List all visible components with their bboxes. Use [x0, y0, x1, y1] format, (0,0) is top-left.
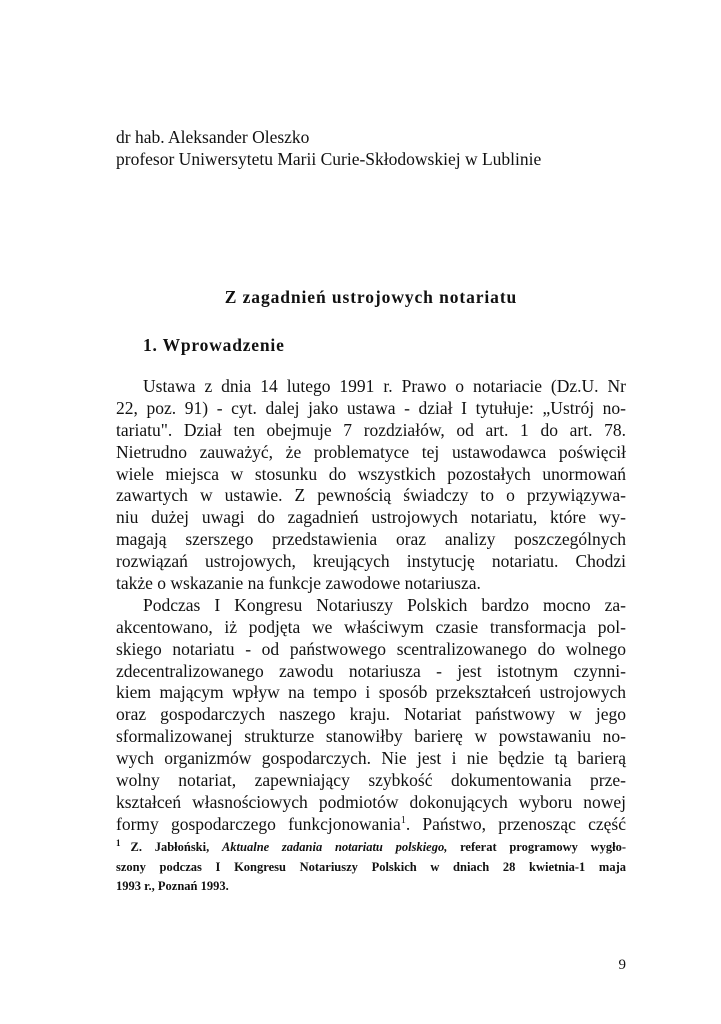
author-block — [116, 127, 626, 170]
body-line: wolny notariat, zapewniający szybkość dokumentowania prze- — [116, 770, 626, 791]
body-line: kiem mającym wpływ na tempo i sposób przekształceń ustrojowych — [116, 682, 626, 703]
body-line: magają szerszego przedstawienia oraz analizy poszczególnych — [116, 529, 626, 550]
footnote-reference[interactable]: 1 — [400, 814, 406, 826]
article-title: Z zagadnień ustrojowych notariatu — [224, 287, 518, 307]
body-line: rozwiązań ustrojowych, kreujących instytucję notariatu. Chodzi — [116, 551, 626, 572]
footnote-line: 1993 r., Poznań 1993. — [116, 879, 229, 894]
body-text-fragment: . Państwo, przenosząc część — [405, 813, 626, 834]
page-number: 9 — [618, 957, 626, 973]
footnote-marker: 1 — [116, 837, 121, 848]
body-line: 22, poz. 91) - cyt. dalej jako ustawa - dział I tytułuje: „Ustrój no- — [116, 397, 626, 418]
body-line: Ustawa z dnia 14 lutego 1991 r. Prawo o notariacie (Dz.U. Nr — [143, 376, 626, 396]
footnote-line: szony podczas I Kongresu Notariuszy Polskich w dniach 28 kwietnia-1 maja — [116, 859, 626, 874]
body-line: kształceń własnościowych podmiotów dokonujących wyboru nowej — [116, 791, 626, 812]
body-line: skiego notariatu - od państwowego scentralizowanego do wolnego — [116, 638, 626, 659]
body-line: zdecentralizowanego zawodu notariusza - jest istotnym czynni- — [116, 660, 626, 681]
body-line: wiele miejsca w stosunku do wszystkich pozostałych unormowań — [116, 463, 626, 484]
author-affiliation: profesor Uniwersytetu Marii Curie-Skłodowskiej w Lublinie — [116, 148, 542, 169]
body-line: niu dużej uwagi do zagadnień ustrojowych notariatu, które wy- — [116, 507, 626, 528]
body-line: zawartych w ustawie. Z pewnością świadczy to o przywiązywa- — [116, 485, 626, 506]
body-text-fragment: formy gospodarczego funkcjonowania — [116, 813, 401, 834]
body-line: akcentowano, iż podjęta we właściwym czasie transformacja pol- — [116, 616, 626, 637]
footnote-text: referat programowy wygło- — [460, 840, 626, 854]
body-line: Nietrudno zauważyć, że problematyce tej ustawodawca poświęcił — [116, 441, 626, 462]
body-line: także o wskazanie na funkcje zawodowe notariusza. — [116, 573, 481, 594]
body-line: oraz gospodarczych naszego kraju. Notariat państwowy w jego — [116, 704, 626, 725]
footnote — [116, 838, 626, 897]
footnote-book-title: Aktualne zadania notariatu polskiego, — [221, 840, 448, 854]
body-line-with-footnote — [116, 814, 626, 836]
section-heading: 1. Wprowadzenie — [143, 335, 285, 355]
body-line: wych organizmów gospodarczych. Nie jest i nie będzie tą barierą — [116, 748, 626, 769]
body-line: tariatu". Dział ten obejmuje 7 rozdziałów, od art. 1 do art. 78. — [116, 419, 626, 440]
footnote-author: Z. Jabłoński, — [130, 840, 210, 854]
author-name: dr hab. Aleksander Oleszko — [116, 127, 310, 147]
body-line: sformalizowanej strukturze stanowiłby barierę w powstawaniu no- — [116, 726, 626, 747]
body-line: Podczas I Kongresu Notariuszy Polskich bardzo mocno za- — [143, 594, 626, 615]
body-text — [116, 376, 626, 836]
footnote-line — [116, 838, 626, 858]
